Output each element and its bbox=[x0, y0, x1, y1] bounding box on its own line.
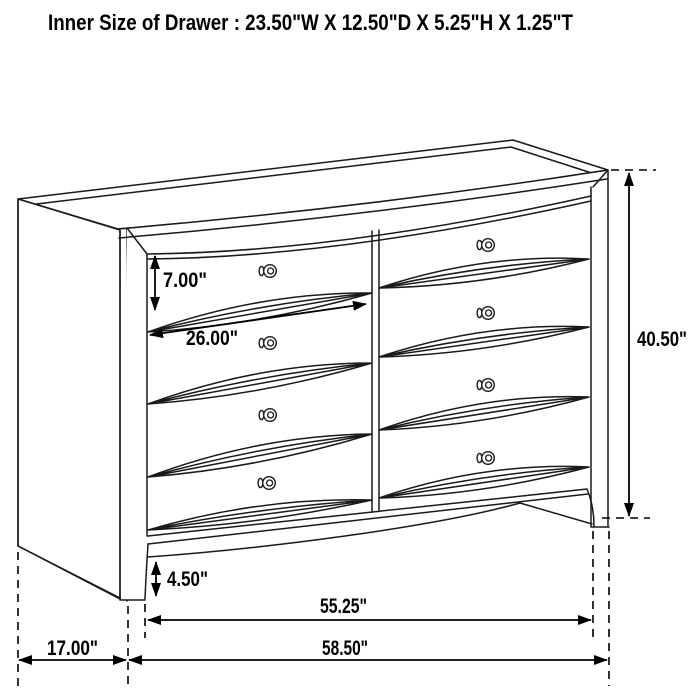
label-inner-width: 55.25" bbox=[320, 594, 367, 618]
drawer-knob bbox=[259, 265, 276, 278]
dresser-drawing bbox=[18, 140, 609, 601]
label-overall-width: 58.50" bbox=[322, 636, 368, 660]
drawer-knob bbox=[259, 409, 276, 422]
diagram-title: Inner Size of Drawer : 23.50"W X 12.50"D X 5.25"H X 1.25"T bbox=[48, 10, 574, 35]
front-face bbox=[121, 171, 609, 601]
drawer-knob bbox=[477, 307, 494, 320]
label-drawer-width: 26.00" bbox=[186, 326, 238, 350]
label-leg-height: 4.50" bbox=[167, 567, 208, 591]
left-side-panel bbox=[18, 199, 120, 599]
drawer-knob bbox=[477, 379, 494, 392]
drawer-knob bbox=[477, 239, 494, 252]
label-drawer-height: 7.00" bbox=[163, 268, 207, 292]
drawer-knob bbox=[259, 337, 276, 350]
label-depth: 17.00" bbox=[47, 636, 98, 660]
drawer-knob bbox=[258, 477, 275, 490]
label-overall-height: 40.50" bbox=[637, 327, 687, 351]
drawer-knob bbox=[477, 452, 494, 465]
